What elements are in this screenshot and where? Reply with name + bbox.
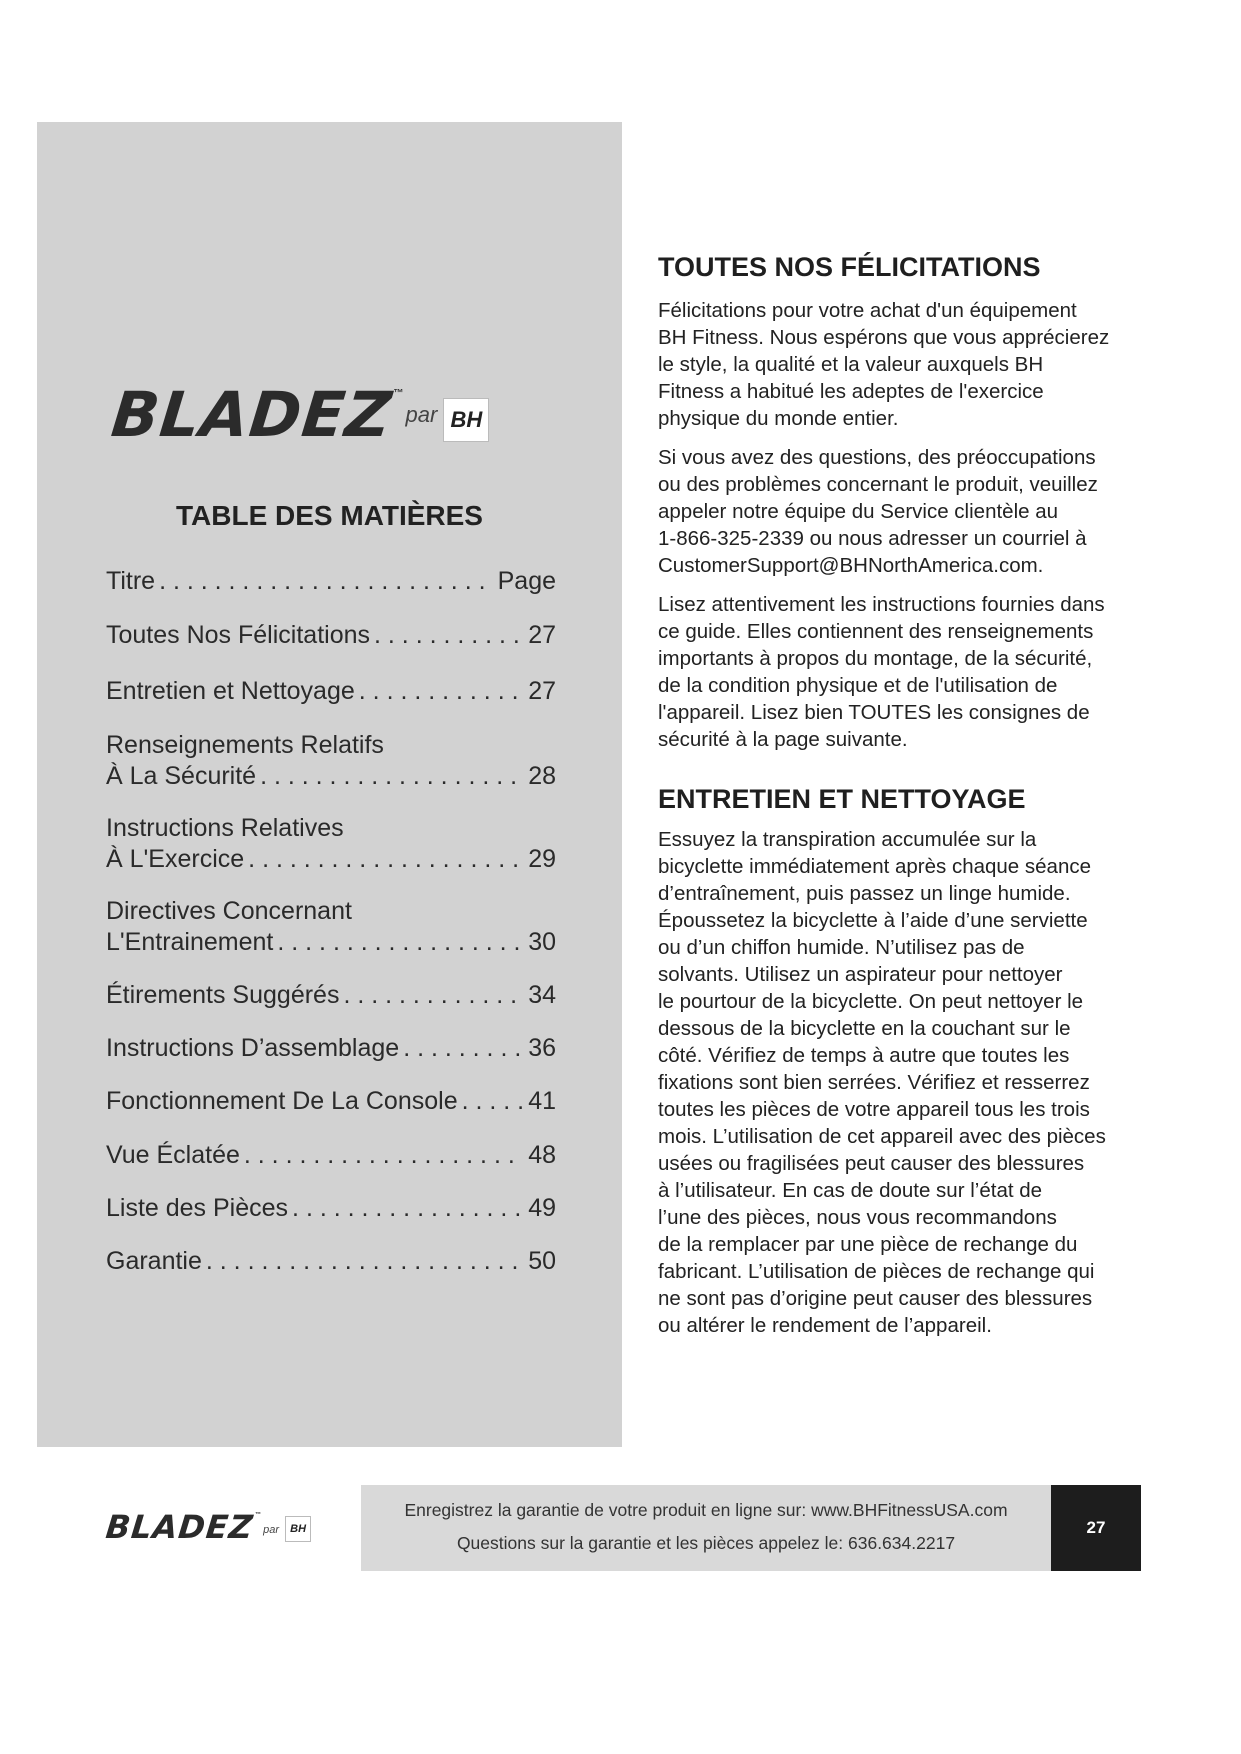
- congrats-heading: TOUTES NOS FÉLICITATIONS: [658, 252, 1041, 282]
- toc-entry[interactable]: [106, 1246, 556, 1277]
- text-line: dessous de la bicyclette en la couchant sur le: [658, 1017, 1071, 1040]
- text-line: d’entraînement, puis passez un linge humide.: [658, 882, 1071, 905]
- toc-entry-page: 29: [528, 845, 556, 873]
- toc-entry-page: 36: [528, 1034, 556, 1062]
- toc-entry[interactable]: [106, 896, 556, 958]
- text-line: de la condition physique et de l'utilisation de: [658, 674, 1058, 697]
- toc-entry[interactable]: [106, 1086, 556, 1117]
- toc-entry-label: Garantie: [106, 1247, 202, 1275]
- maintenance-paragraph: [658, 826, 1148, 1339]
- text-line: l'appareil. Lisez bien TOUTES les consignes de: [658, 701, 1090, 724]
- toc-entry-page: 49: [528, 1194, 556, 1222]
- text-line: BH Fitness. Nous espérons que vous apprécierez: [658, 326, 1110, 349]
- toc-entry-page: 50: [528, 1247, 556, 1275]
- support-email[interactable]: CustomerSupport@BHNorthAmerica.com.: [658, 554, 1044, 577]
- text-line: le style, la qualité et la valeur auxquels BH: [658, 353, 1044, 376]
- toc-entry-page: 28: [528, 762, 556, 790]
- congrats-section: [658, 252, 1148, 283]
- text-line: de la remplacer par une pièce de rechange du: [658, 1233, 1078, 1256]
- text-line: ou altérer le rendement de l’appareil.: [658, 1314, 992, 1337]
- toc-entry[interactable]: [106, 676, 556, 707]
- logo-trademark: ™: [393, 388, 404, 399]
- toc-entry-line1: Renseignements Relatifs: [106, 731, 384, 759]
- toc-entry[interactable]: [106, 730, 556, 792]
- text-line: appeler notre équipe du Service clientèle au: [658, 500, 1059, 523]
- text-line: mois. L’utilisation de cet appareil avec des pièces: [658, 1125, 1106, 1148]
- toc-entry-page: 27: [528, 677, 556, 705]
- text-line: fabricant. L’utilisation de pièces de rechange qui: [658, 1260, 1095, 1283]
- text-line: bicyclette immédiatement après chaque séance: [658, 855, 1092, 878]
- bladez-logo: [108, 378, 489, 451]
- text-line: importants à propos du montage, de la sécurité,: [658, 647, 1093, 670]
- maintenance-section: [658, 784, 1148, 815]
- toc-entry-label: À L'Exercice: [106, 845, 245, 873]
- toc-entry-label: Instructions D’assemblage: [106, 1034, 400, 1062]
- text-line: à l’utilisateur. En cas de doute sur l’état de: [658, 1179, 1043, 1202]
- congrats-paragraph-3: [658, 591, 1148, 753]
- congrats-paragraph-1: [658, 297, 1148, 432]
- toc-entry[interactable]: [106, 620, 556, 651]
- footer-logo-wordmark: BLADEZ: [104, 1508, 256, 1546]
- text-line: physique du monde entier.: [658, 407, 899, 430]
- bh-logo-icon: BH: [443, 398, 489, 442]
- page-number: 27: [1051, 1485, 1141, 1571]
- text-line: Si vous avez des questions, des préoccupations: [658, 446, 1096, 469]
- toc-header-label: Titre: [106, 567, 156, 595]
- text-line: ne sont pas d’origine peut causer des blessures: [658, 1287, 1093, 1310]
- toc-entry-label: À La Sécurité: [106, 762, 257, 790]
- toc-entry-line1: Directives Concernant: [106, 897, 352, 925]
- toc-entry-line1: Instructions Relatives: [106, 814, 344, 842]
- footer-logo-par: par: [263, 1524, 280, 1536]
- toc-header: [106, 566, 556, 597]
- toc-entry-label: Étirements Suggérés: [106, 981, 340, 1009]
- toc-entry-label: Fonctionnement De La Console: [106, 1087, 458, 1115]
- toc-entry-label: Liste des Pièces: [106, 1194, 289, 1222]
- toc-entry-label: Vue Éclatée: [106, 1141, 240, 1169]
- text-line: ou d’un chiffon humide. N’utilisez pas de: [658, 936, 1025, 959]
- text-line: le pourtour de la bicyclette. On peut nettoyer le: [658, 990, 1084, 1013]
- toc-entry-label: L'Entrainement: [106, 928, 274, 956]
- text-line: ou des problèmes concernant le produit, veuillez: [658, 473, 1098, 496]
- toc-entry[interactable]: [106, 813, 556, 875]
- text-line: Essuyez la transpiration accumulée sur la: [658, 828, 1037, 851]
- toc-entry-page: 48: [528, 1141, 556, 1169]
- text-line: fixations sont bien serrées. Vérifiez et resserrez: [658, 1071, 1090, 1094]
- toc-header-page: Page: [497, 567, 556, 595]
- footer-phone: Questions sur la garantie et les pièces appelez le: 636.634.2217: [456, 1533, 956, 1553]
- text-line: Félicitations pour votre achat d'un équipement: [658, 299, 1077, 322]
- toc-entry-label: Entretien et Nettoyage: [106, 677, 355, 705]
- text-line: l’une des pièces, nous vous recommandons: [658, 1206, 1057, 1229]
- toc-entry-label: Toutes Nos Félicitations: [106, 621, 371, 649]
- toc-title: TABLE DES MATIÈRES: [176, 500, 483, 531]
- footer-bar: [361, 1485, 1051, 1571]
- toc-entry[interactable]: [106, 1140, 556, 1171]
- toc-entry-page: 30: [528, 928, 556, 956]
- footer-bladez-logo: [104, 1508, 311, 1546]
- text-line: Époussetez la bicyclette à l’aide d’une serviette: [658, 909, 1088, 932]
- logo-par: par: [405, 402, 438, 427]
- footer-logo-trademark: ™: [255, 1512, 262, 1518]
- text-line: sécurité à la page suivante.: [658, 728, 908, 751]
- text-line: usées ou fragilisées peut causer des blessures: [658, 1152, 1085, 1175]
- footer-bh-logo-icon: BH: [285, 1516, 311, 1542]
- text-line: 1-866-325-2339 ou nous adresser un courriel à: [658, 527, 1087, 550]
- toc-entry-page: 41: [528, 1087, 556, 1115]
- toc-entry-page: 34: [528, 981, 556, 1009]
- congrats-paragraph-2: [658, 444, 1148, 579]
- text-line: solvants. Utilisez un aspirateur pour nettoyer: [658, 963, 1063, 986]
- text-line: Lisez attentivement les instructions fournies dans: [658, 593, 1105, 616]
- text-line: ce guide. Elles contiennent des renseignements: [658, 620, 1094, 643]
- text-line: Fitness a habitué les adeptes de l'exercice: [658, 380, 1044, 403]
- toc-entry[interactable]: [106, 1033, 556, 1064]
- toc-entry[interactable]: [106, 980, 556, 1011]
- text-line: toutes les pièces de votre appareil tous les trois: [658, 1098, 1090, 1121]
- logo-wordmark: BLADEZ: [108, 378, 396, 451]
- text-line: côté. Vérifiez de temps à autre que toutes les: [658, 1044, 1070, 1067]
- maintenance-heading: ENTRETIEN ET NETTOYAGE: [658, 784, 1026, 814]
- toc-entry-page: 27: [528, 621, 556, 649]
- footer-warranty-url[interactable]: Enregistrez la garantie de votre produit en ligne sur: www.BHFitnessUSA.com: [404, 1500, 1008, 1520]
- toc-entry[interactable]: [106, 1193, 556, 1224]
